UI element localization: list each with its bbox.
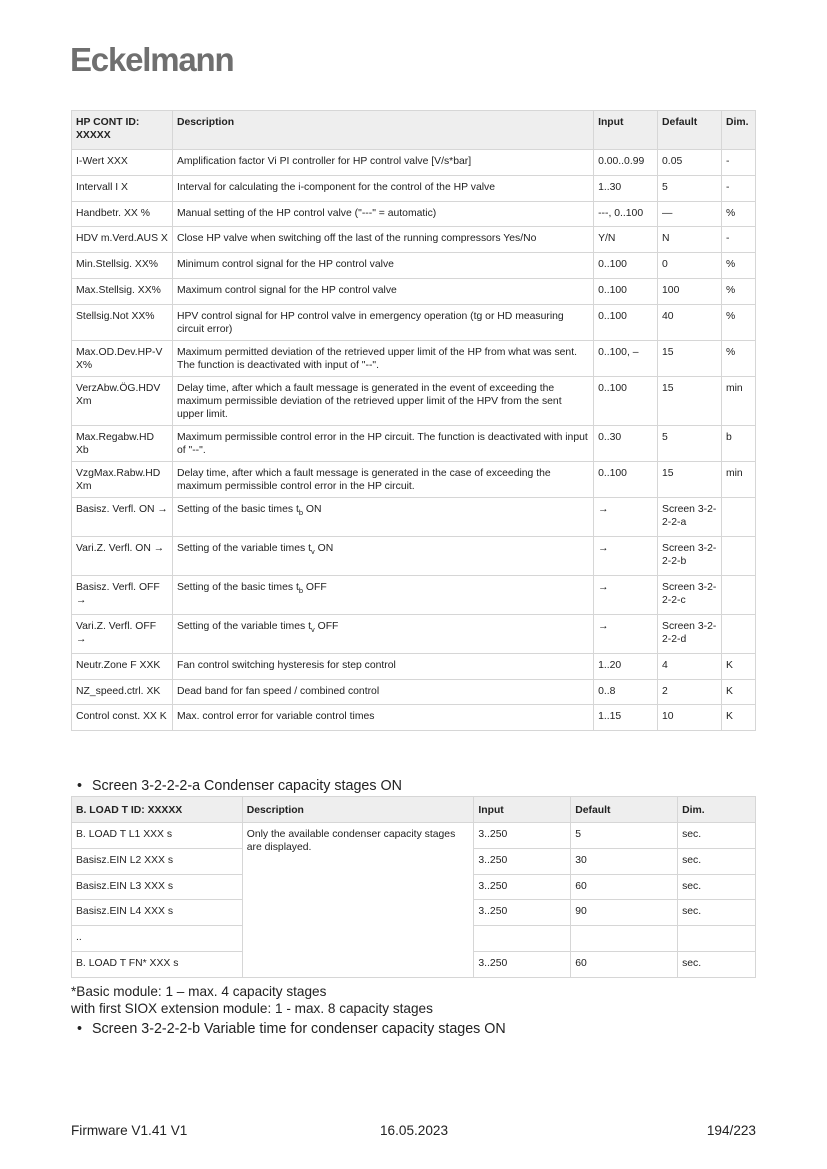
param-description — [172, 497, 593, 536]
description-text: ON — [303, 503, 322, 515]
col-header-description: Description — [242, 797, 474, 823]
param-default: Screen 3-2-2-2-d — [658, 614, 722, 653]
param-dim — [721, 497, 755, 536]
load-default: 30 — [571, 848, 678, 874]
param-id: NZ_speed.ctrl. XK — [72, 679, 173, 705]
param-description: Delay time, after which a fault message is generated in the event of exceeding the maximum permissible deviation of the retrieved upper limit of the HPV from the sent upper limit. — [172, 376, 593, 425]
param-input: 0..100, – — [594, 340, 658, 376]
param-description: Delay time, after which a fault message is generated in the case of exceeding the maximum permissible control error in the HP circuit. — [172, 461, 593, 497]
param-dim: - — [721, 227, 755, 253]
param-id: Control const. XX K — [72, 705, 173, 731]
load-input: 3..250 — [474, 848, 571, 874]
table-row — [72, 253, 756, 279]
param-description: Max. control error for variable control times — [172, 705, 593, 731]
note-basic-module: *Basic module: 1 – max. 4 capacity stages — [71, 984, 327, 999]
param-description: Dead band for fan speed / combined control — [172, 679, 593, 705]
param-description: Maximum permitted deviation of the retrieved upper limit of the HP from what was sent. The function is deactivated with input of "--". — [172, 340, 593, 376]
param-dim — [721, 536, 755, 575]
param-id: Basisz. Verfl. ON → — [72, 497, 173, 536]
param-input: 0..100 — [594, 376, 658, 425]
table-row — [72, 705, 756, 731]
param-id: Handbetr. XX % — [72, 201, 173, 227]
param-default: Screen 3-2-2-2-b — [658, 536, 722, 575]
param-input: ---, 0..100 — [594, 201, 658, 227]
param-dim: % — [721, 253, 755, 279]
col-header-default: Default — [571, 797, 678, 823]
param-default: 40 — [658, 304, 722, 340]
bullet-glyph: • — [77, 1021, 83, 1037]
table-row — [72, 679, 756, 705]
table-row — [72, 823, 756, 849]
param-dim: - — [721, 150, 755, 176]
param-default: 15 — [658, 376, 722, 425]
param-description: Maximum permissible control error in the HP circuit. The function is deactivated with input of "--". — [172, 425, 593, 461]
table-row — [72, 425, 756, 461]
description-text: OFF — [314, 620, 339, 632]
param-input: 0..100 — [594, 278, 658, 304]
load-input: 3..250 — [474, 874, 571, 900]
description-text: Setting of the variable times t — [176, 620, 311, 632]
col-header-id: HP CONT ID: XXXXX — [72, 111, 173, 150]
col-header-dim: Dim. — [721, 111, 755, 150]
param-dim: min — [721, 376, 755, 425]
load-input: 3..250 — [474, 951, 571, 977]
load-input: 3..250 — [474, 900, 571, 926]
param-description: Fan control switching hysteresis for step control — [172, 653, 593, 679]
param-input: 1..30 — [594, 175, 658, 201]
param-input: 0..8 — [594, 679, 658, 705]
param-default: N — [658, 227, 722, 253]
col-header-description: Description — [172, 111, 593, 150]
load-id: Basisz.EIN L3 XXX s — [72, 874, 243, 900]
col-header-input: Input — [594, 111, 658, 150]
param-description — [172, 575, 593, 614]
param-input: 0..100 — [594, 304, 658, 340]
param-dim: % — [721, 340, 755, 376]
param-id: Max.OD.Dev.HP-V X% — [72, 340, 173, 376]
table-row — [72, 304, 756, 340]
param-default: Screen 3-2-2-2-c — [658, 575, 722, 614]
col-header-id: B. LOAD T ID: XXXXX — [72, 797, 243, 823]
description-text: Setting of the basic times t — [176, 503, 299, 515]
load-default: 60 — [571, 951, 678, 977]
param-input: → — [594, 536, 658, 575]
load-id: B. LOAD T FN* XXX s — [72, 951, 243, 977]
param-dim: % — [721, 304, 755, 340]
bullet-screen-a — [77, 778, 402, 795]
hp-control-parameter-table — [71, 110, 756, 731]
bullet-text: Screen 3-2-2-2-b Variable time for condenser capacity stages ON — [92, 1021, 506, 1037]
param-dim: - — [721, 175, 755, 201]
param-id: Neutr.Zone F XXK — [72, 653, 173, 679]
load-id: Basisz.EIN L2 XXX s — [72, 848, 243, 874]
load-default — [571, 926, 678, 952]
param-description: Manual setting of the HP control valve ("---" = automatic) — [172, 201, 593, 227]
param-input: → — [594, 497, 658, 536]
param-id: Vari.Z. Verfl. ON → — [72, 536, 173, 575]
bullet-glyph: • — [77, 778, 83, 794]
param-default: 5 — [658, 425, 722, 461]
param-id: Max.Regabw.HD Xb — [72, 425, 173, 461]
param-default: 4 — [658, 653, 722, 679]
load-dim — [678, 926, 756, 952]
description-text: ON — [314, 542, 334, 554]
param-description: Close HP valve when switching off the last of the running compressors Yes/No — [172, 227, 593, 253]
col-header-input: Input — [474, 797, 571, 823]
subscript: b — [298, 585, 304, 595]
footer-firmware: Firmware V1.41 V1 — [71, 1123, 188, 1138]
table-row — [72, 614, 756, 653]
col-header-dim: Dim. — [678, 797, 756, 823]
subscript: v — [310, 546, 315, 556]
param-description — [172, 536, 593, 575]
table-row — [72, 340, 756, 376]
param-input: Y/N — [594, 227, 658, 253]
param-input: → — [594, 575, 658, 614]
load-dim: sec. — [678, 900, 756, 926]
load-id: B. LOAD T L1 XXX s — [72, 823, 243, 849]
param-id: VerzAbw.ÖG.HDV Xm — [72, 376, 173, 425]
table-row — [72, 497, 756, 536]
load-default: 60 — [571, 874, 678, 900]
param-dim — [721, 575, 755, 614]
param-id: Basisz. Verfl. OFF → — [72, 575, 173, 614]
table-row — [72, 278, 756, 304]
param-id: Min.Stellsig. XX% — [72, 253, 173, 279]
param-default: — — [658, 201, 722, 227]
load-dim: sec. — [678, 874, 756, 900]
description-text: Setting of the variable times t — [176, 542, 311, 554]
param-default: Screen 3-2-2-2-a — [658, 497, 722, 536]
param-default: 100 — [658, 278, 722, 304]
param-default: 15 — [658, 340, 722, 376]
table-row — [72, 376, 756, 425]
load-input — [474, 926, 571, 952]
param-id: Max.Stellsig. XX% — [72, 278, 173, 304]
table-row — [72, 150, 756, 176]
param-id: Stellsig.Not XX% — [72, 304, 173, 340]
param-dim: K — [721, 679, 755, 705]
load-dim: sec. — [678, 823, 756, 849]
param-dim: b — [721, 425, 755, 461]
param-dim: % — [721, 278, 755, 304]
bullet-text: Screen 3-2-2-2-a Condenser capacity stages ON — [92, 778, 402, 794]
param-input: 0..30 — [594, 425, 658, 461]
param-description: Minimum control signal for the HP control valve — [172, 253, 593, 279]
footer-date: 16.05.2023 — [380, 1123, 449, 1138]
eckelmann-logo: Eckelmann — [70, 41, 234, 78]
load-description: Only the available condenser capacity stages are displayed. — [242, 823, 474, 978]
param-id: Vari.Z. Verfl. OFF → — [72, 614, 173, 653]
param-description — [172, 614, 593, 653]
description-text: Setting of the basic times t — [176, 581, 299, 593]
description-text: OFF — [303, 581, 327, 593]
load-default: 5 — [571, 823, 678, 849]
param-dim — [721, 614, 755, 653]
param-id: HDV m.Verd.AUS X — [72, 227, 173, 253]
param-description: Maximum control signal for the HP control valve — [172, 278, 593, 304]
param-dim: K — [721, 705, 755, 731]
note-siox-module: with first SIOX extension module: 1 - max. 8 capacity stages — [71, 1001, 433, 1016]
load-input: 3..250 — [474, 823, 571, 849]
load-time-table — [71, 796, 756, 978]
param-description: Amplification factor Vi PI controller for HP control valve [V/s*bar] — [172, 150, 593, 176]
footer-page-number: 194/223 — [706, 1123, 756, 1138]
table-row — [72, 653, 756, 679]
table-row — [72, 461, 756, 497]
param-default: 0.05 — [658, 150, 722, 176]
table-row — [72, 536, 756, 575]
param-description: HPV control signal for HP control valve in emergency operation (tg or HD measuring circuit error) — [172, 304, 593, 340]
load-dim: sec. — [678, 951, 756, 977]
param-default: 2 — [658, 679, 722, 705]
param-input: 0.00..0.99 — [594, 150, 658, 176]
param-default: 0 — [658, 253, 722, 279]
param-id: I-Wert XXX — [72, 150, 173, 176]
param-dim: % — [721, 201, 755, 227]
load-id: .. — [72, 926, 243, 952]
param-default: 5 — [658, 175, 722, 201]
param-dim: K — [721, 653, 755, 679]
load-id: Basisz.EIN L4 XXX s — [72, 900, 243, 926]
param-input: 1..15 — [594, 705, 658, 731]
col-header-default: Default — [658, 111, 722, 150]
param-input: 1..20 — [594, 653, 658, 679]
table-row — [72, 175, 756, 201]
table-row — [72, 201, 756, 227]
param-id: VzgMax.Rabw.HD Xm — [72, 461, 173, 497]
param-description: Interval for calculating the i-component for the control of the HP valve — [172, 175, 593, 201]
load-dim: sec. — [678, 848, 756, 874]
param-default: 15 — [658, 461, 722, 497]
subscript: b — [298, 507, 304, 517]
param-input: 0..100 — [594, 253, 658, 279]
param-id: Intervall I X — [72, 175, 173, 201]
subscript: v — [310, 624, 315, 634]
bullet-screen-b — [77, 1021, 506, 1038]
param-input: → — [594, 614, 658, 653]
param-default: 10 — [658, 705, 722, 731]
table-row — [72, 227, 756, 253]
load-default: 90 — [571, 900, 678, 926]
param-input: 0..100 — [594, 461, 658, 497]
table-row — [72, 575, 756, 614]
param-dim: min — [721, 461, 755, 497]
